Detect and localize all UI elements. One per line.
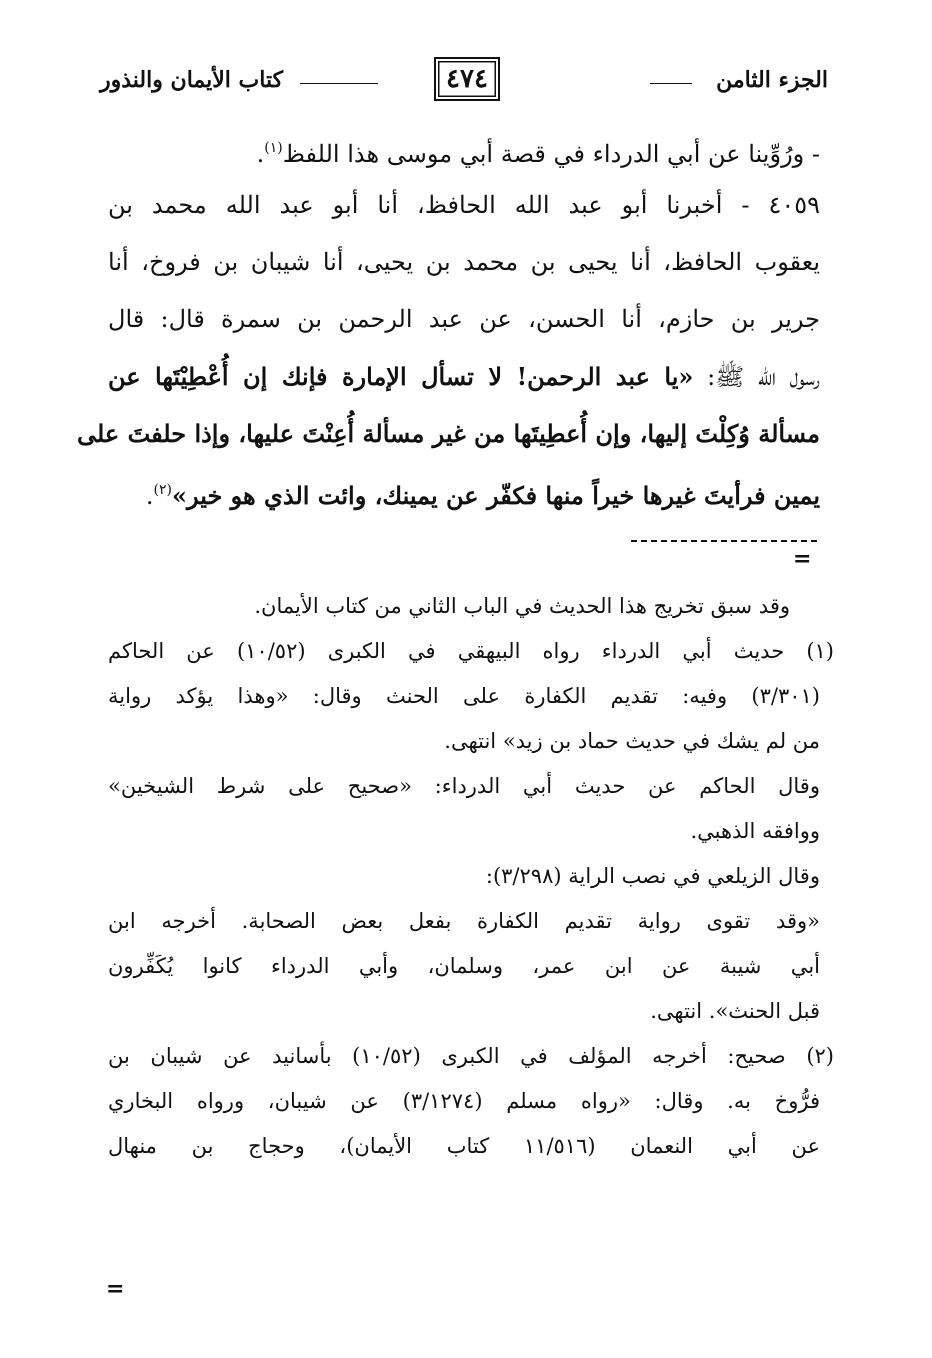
- footnote-separator: [631, 540, 817, 542]
- hadith-text: «يا عبد الرحمن! لا تسأل الإمارة فإنك إن أُعْطِيْتَها عن: [108, 362, 694, 391]
- footnote-line: قبل الحنث». انتهى.: [650, 999, 820, 1023]
- header-rule: [300, 83, 378, 84]
- footnote-line: وقال الحاكم عن حديث أبي الدرداء: «صحيح على شرط الشيخين»: [108, 774, 820, 798]
- running-header: [100, 55, 828, 101]
- text-line: رسول الله ﷺ: «يا عبد الرحمن! لا تسأل الإمارة فإنك إن أُعْطِيْتَها عن: [108, 362, 820, 391]
- page-number: ٤٧٤: [434, 57, 500, 101]
- text-line: - ورُوِّينا عن أبي الدرداء في قصة أبي موسى هذا اللفظ$^{(١)}$.: [256, 140, 820, 168]
- footnote-line: ووافقه الذهبي.: [690, 819, 820, 843]
- footnote-line: (٢) صحيح: أخرجه المؤلف في الكبرى (١٠/٥٢) بأسانيد عن شيبان بن: [108, 1044, 834, 1068]
- footnote-line: (٣/٣٠١) وفيه: تقديم الكفارة على الحنث وقال: «وهذا يؤكد رواية: [108, 684, 820, 708]
- volume-label: الجزء الثامن: [716, 67, 828, 93]
- hadith-number-line: ٤٠٥٩ - أخبرنا أبو عبد الله الحافظ، أنا أبو عبد الله محمد بن: [108, 191, 820, 219]
- footnote-line: من لم يشك في حديث حماد بن زيد» انتهى.: [444, 729, 820, 753]
- main-text: [76, 120, 820, 519]
- text-line: يعقوب الحافظ، أنا يحيى بن محمد بن يحيى، أنا شيبان بن فروخ، أنا: [108, 248, 820, 276]
- continuation-mark: =: [793, 546, 812, 572]
- footnote-line: عن أبي النعمان (١١/٥١٦ كتاب الأيمان)، وحجاج بن منهال: [108, 1134, 820, 1158]
- hadith-text: يمين فرأيتَ غيرها خيراً منها فكفّر عن يمينك، وائت الذي هو خير»: [171, 481, 820, 510]
- book-title: كتاب الأيمان والنذور: [100, 67, 284, 93]
- continuation-mark: =: [106, 1276, 125, 1302]
- footnotes: [108, 584, 834, 1169]
- text-line: يمين فرأيتَ غيرها خيراً منها فكفّر عن يمينك، وائت الذي هو خير»$^{(٢)}$.: [145, 481, 820, 510]
- text-line: جرير بن حازم، أنا الحسن، عن عبد الرحمن بن سمرة قال: قال: [108, 305, 820, 333]
- footnote-ref: (٢): [153, 482, 172, 498]
- header-rule: [650, 83, 692, 84]
- footnote-line: أبي شيبة عن ابن عمر، وسلمان، وأبي الدرداء كانوا يُكَفِّرون: [108, 954, 820, 978]
- hadith-text: مسألة وُكِلْتَ إليها، وإن أُعطِيتَها من غير مسألة أُعِنْتَ عليها، وإذا حلفتَ على: [76, 419, 820, 448]
- footnote-line: وقد سبق تخريج هذا الحديث في الباب الثاني من كتاب الأيمان.: [254, 594, 790, 618]
- footnote-ref: (١): [264, 140, 283, 156]
- footnote-line: «وقد تقوى رواية تقديم الكفارة بفعل بعض الصحابة. أخرجه ابن: [108, 909, 820, 933]
- footnote-line: فرُّوخ به. وقال: «رواه مسلم (٣/١٢٧٤) عن شيبان، ورواه البخاري: [108, 1089, 820, 1113]
- footnote-line: (١) حديث أبي الدرداء رواه البيهقي في الكبرى (١٠/٥٢) عن الحاكم: [108, 639, 834, 663]
- footnote-line: وقال الزيلعي في نصب الراية (٣/٢٩٨):: [485, 864, 820, 888]
